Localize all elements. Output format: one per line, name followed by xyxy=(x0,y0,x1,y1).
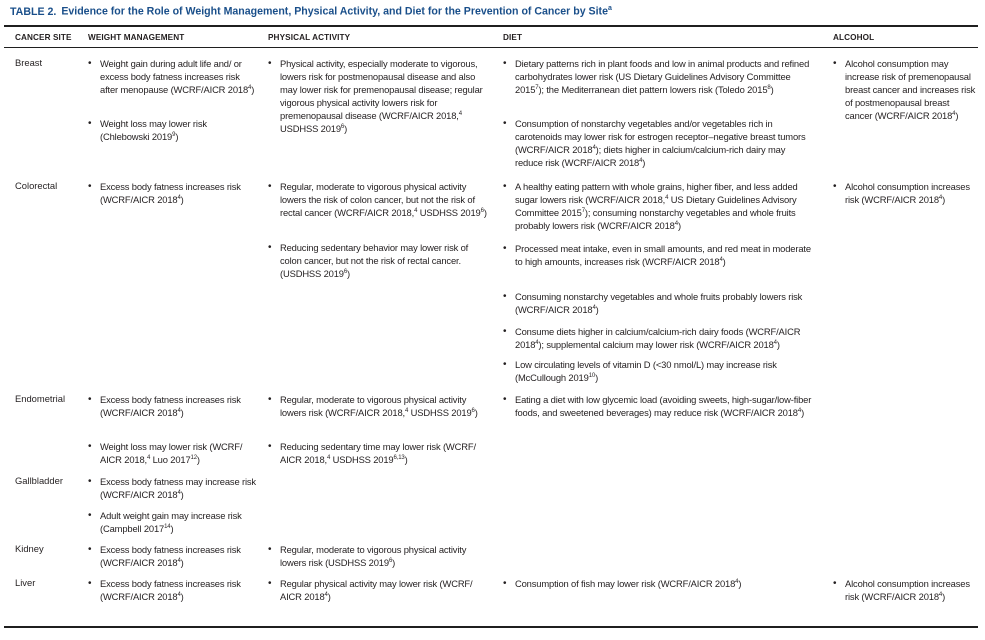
bullet-text: ); consuming nonstarchy vegetables and whole fruits probably lowers risk (WCRF/AICR 2018 xyxy=(515,207,796,232)
reference-superscript: 4 xyxy=(797,407,802,414)
weight-management-bullet xyxy=(88,440,258,466)
cancer-site-label: Liver xyxy=(15,577,36,588)
reference-superscript: 6 xyxy=(480,208,484,215)
reference-superscript: 4 xyxy=(414,208,418,215)
reference-superscript: 10 xyxy=(588,372,596,379)
bullet-text: ) xyxy=(595,304,599,316)
reference-superscript: 4 xyxy=(405,407,409,414)
bullet-text: ) xyxy=(770,84,774,96)
physical-activity-bullet xyxy=(268,577,488,603)
bullet-text: ) xyxy=(955,110,959,122)
reference-superscript: 4 xyxy=(177,557,181,564)
bullet-text: ); diets higher in calcium/calcium-rich dairy may reduce risk (WCRF/AICR 2018 xyxy=(515,144,786,169)
bullet-text: ) xyxy=(180,557,184,569)
weight-management-bullet xyxy=(88,509,258,535)
alcohol-bullet xyxy=(833,577,978,603)
bullet-text: USDHSS 2019 xyxy=(280,123,341,135)
bullet-text: ) xyxy=(404,454,408,466)
bullet-text: ) xyxy=(175,131,179,143)
weight-management-bullet xyxy=(88,543,258,569)
bullet-text: ) xyxy=(347,268,351,280)
bullet-text: Excess body fatness increases risk (WCRF/AICR 2018 xyxy=(100,578,241,603)
weight-management-bullet xyxy=(88,117,258,143)
reference-superscript: 4 xyxy=(665,194,669,201)
reference-superscript: 9 xyxy=(172,131,176,138)
reference-superscript: 6,13 xyxy=(393,454,405,461)
reference-superscript: 4 xyxy=(535,339,539,346)
top-rule xyxy=(4,25,978,27)
cancer-site-label: Gallbladder xyxy=(15,475,63,486)
reference-superscript: 4 xyxy=(592,145,596,152)
bullet-text: Weight loss may lower risk (Chlebowski 2019 xyxy=(100,118,207,143)
bullet-text: Excess body fatness increases risk (WCRF/AICR 2018 xyxy=(100,544,241,569)
bullet-text: Excess body fatness may increase risk (WCRF/AICR 2018 xyxy=(100,476,256,501)
diet-bullet xyxy=(503,117,815,169)
header-cancer-site: CANCER SITE xyxy=(15,33,72,42)
diet-bullet xyxy=(503,242,815,268)
bullet-text: Regular physical activity may lower risk (WCRF/ AICR 2018 xyxy=(280,578,473,603)
reference-superscript: 4 xyxy=(324,591,328,598)
diet-bullet xyxy=(503,577,815,590)
physical-activity-bullet xyxy=(268,543,488,569)
bullet-text: US Dietary Guidelines Advisory Committee 2015 xyxy=(515,194,797,219)
bullet-text: A healthy eating pattern with whole grains, higher fiber, and less added sugar lowers risk (WCRF/AICR 2018, xyxy=(515,181,798,206)
bullet-text: ) xyxy=(344,123,348,135)
weight-management-bullet xyxy=(88,57,258,96)
reference-superscript: 4 xyxy=(248,85,252,92)
cancer-site-label: Kidney xyxy=(15,543,44,554)
diet-bullet xyxy=(503,180,815,232)
bullet-text: ) xyxy=(677,220,681,232)
reference-superscript: 6 xyxy=(471,407,475,414)
bullet-text: ) xyxy=(642,157,646,169)
reference-superscript: 4 xyxy=(735,578,739,585)
header-physical-activity: PHYSICAL ACTIVITY xyxy=(268,33,351,42)
physical-activity-bullet xyxy=(268,393,488,419)
weight-management-bullet xyxy=(88,475,258,501)
bullet-text: ) xyxy=(776,339,780,351)
bullet-text: Alcohol consumption may increase risk of premenopausal breast cancer and increases risk of postmenopausal breast cancer (WCRF/AICR 2018 xyxy=(845,58,976,122)
physical-activity-bullet xyxy=(268,440,488,466)
bullet-text: ) xyxy=(722,256,726,268)
bullet-text: Eating a diet with low glycemic load (avoiding sweets, high-sugar/low-fiber foods, and sweetened beverages) may reduce risk (WCRF/AICR 2018 xyxy=(515,394,812,419)
reference-superscript: 4 xyxy=(639,158,643,165)
bullet-text: ) xyxy=(180,407,184,419)
bullet-text: ) xyxy=(483,207,487,219)
header-diet: DIET xyxy=(503,33,523,42)
bullet-text: Consumption of fish may lower risk (WCRF/AICR 2018 xyxy=(515,578,736,589)
bullet-text: ); the Mediterranean diet pattern lowers risk (Toledo 2015 xyxy=(538,84,768,96)
reference-superscript: 4 xyxy=(177,489,181,496)
diet-bullet xyxy=(503,393,815,419)
table-title-footnote: a xyxy=(607,5,612,12)
table-title: Evidence for the Role of Weight Management, Physical Activity, and Diet for the Prevention of Cancer by Site xyxy=(61,5,608,18)
reference-superscript: 4 xyxy=(773,339,777,346)
bullet-text: ); supplemental calcium may lower risk (WCRF/AICR 2018 xyxy=(538,339,774,351)
alcohol-bullet xyxy=(833,57,978,122)
diet-bullet xyxy=(503,325,815,351)
bullet-text: ) xyxy=(170,523,174,535)
bullet-text: Regular, moderate to vigorous physical activity lowers risk (WCRF/AICR 2018, xyxy=(280,394,467,419)
bullet-text: Low circulating levels of vitamin D (<30 nmol/L) may increase risk (McCullough 2019 xyxy=(515,359,777,384)
reference-superscript: 4 xyxy=(938,194,943,201)
bullet-text: Weight loss may lower risk (WCRF/ AICR 2018, xyxy=(100,441,243,466)
bullet-text: Alcohol consumption increases risk (WCRF/AICR 2018 xyxy=(845,578,970,603)
bullet-text: Regular, moderate to vigorous physical activity lowers the risk of colon cancer, but not the risk of rectal cancer (WCRF/AICR 2018, xyxy=(280,181,475,219)
reference-superscript: 8 xyxy=(767,85,771,92)
header-weight-management: WEIGHT MANAGEMENT xyxy=(88,33,185,42)
bullet-text: ) xyxy=(942,591,946,603)
bullet-text: Regular, moderate to vigorous physical activity lowers risk (USDHSS 2019 xyxy=(280,544,467,569)
bullet-text: USDHSS 2019 xyxy=(417,207,481,219)
reference-superscript: 4 xyxy=(177,591,181,598)
bullet-text: USDHSS 2019 xyxy=(408,407,472,419)
bullet-text: ) xyxy=(595,372,599,384)
cancer-site-label: Endometrial xyxy=(15,393,66,404)
bullet-text: Consume diets higher in calcium/calcium-rich dairy foods (WCRF/AICR 2018 xyxy=(515,326,801,351)
header-alcohol: ALCOHOL xyxy=(833,33,875,42)
bullet-text: Excess body fatness increases risk (WCRF/AICR 2018 xyxy=(100,394,241,419)
table-number: TABLE 2. xyxy=(10,5,57,18)
alcohol-bullet xyxy=(833,180,978,206)
table-caption xyxy=(10,5,612,18)
bullet-text: ) xyxy=(180,194,184,206)
cancer-site-label: Breast xyxy=(15,57,43,68)
diet-bullet xyxy=(503,290,815,316)
weight-management-bullet xyxy=(88,577,258,603)
bullet-text: ) xyxy=(801,407,805,419)
physical-activity-bullet xyxy=(268,241,488,280)
bullet-text: Reducing sedentary time may lower risk (WCRF/ AICR 2018, xyxy=(280,441,476,466)
bullet-text: ) xyxy=(738,578,742,589)
reference-superscript: 4 xyxy=(592,304,596,311)
reference-superscript: 6 xyxy=(388,557,393,564)
physical-activity-bullet xyxy=(268,180,488,219)
reference-superscript: 12 xyxy=(190,454,197,461)
reference-superscript: 6 xyxy=(340,124,345,131)
bullet-text: ) xyxy=(327,591,331,603)
bullet-text: ) xyxy=(942,194,946,206)
bullet-text: ) xyxy=(180,591,184,603)
reference-superscript: 4 xyxy=(146,454,151,461)
weight-management-bullet xyxy=(88,180,258,206)
reference-superscript: 6 xyxy=(343,269,348,276)
reference-superscript: 4 xyxy=(458,111,462,118)
reference-superscript: 4 xyxy=(938,591,943,598)
reference-superscript: 7 xyxy=(535,85,539,92)
bullet-text: Processed meat intake, even in small amounts, and red meat in moderate to high amounts, increases risk (WCRF/AICR 2018 xyxy=(515,243,811,268)
bullet-text: Dietary patterns rich in plant foods and low in animal products and refined carbohydrates lower risk (US Dietary Guidelines Advisory Committee 2015 xyxy=(515,58,810,96)
bullet-text: Weight gain during adult life and/ or excess body fatness increases risk after menopause (WCRF/AICR 2018 xyxy=(100,58,249,96)
bullet-text: Consumption of nonstarchy vegetables and/or vegetables rich in carotenoids may lower risk for estrogen receptor–negative breast tumors (WCRF/AICR 2018 xyxy=(515,118,806,156)
bullet-text: Adult weight gain may increase risk (Campbell 2017 xyxy=(100,510,242,535)
reference-superscript: 14 xyxy=(164,523,171,530)
bullet-text: ) xyxy=(196,454,200,466)
bullet-text: Physical activity, especially moderate to vigorous, lowers risk for postmenopausal disease and also may lower risk for premenopausal disease; regular vigorous physical activity lowers risk for premenopausal disease (WCRF/AICR 2018, xyxy=(280,58,483,122)
bullet-text: Reducing sedentary behavior may lower risk of colon cancer, but not the risk of rectal cancer. (USDHSS 2019 xyxy=(280,242,469,280)
weight-management-bullet xyxy=(88,393,258,419)
cancer-site-label: Colorectal xyxy=(15,180,58,191)
reference-superscript: 4 xyxy=(719,256,723,263)
bullet-text: Luo 2017 xyxy=(150,454,191,466)
reference-superscript: 7 xyxy=(581,208,585,215)
reference-superscript: 4 xyxy=(326,454,331,461)
bullet-text: ) xyxy=(474,407,478,419)
reference-superscript: 4 xyxy=(177,407,181,414)
reference-superscript: 4 xyxy=(952,111,956,118)
bullet-text: Consuming nonstarchy vegetables and whole fruits probably lowers risk (WCRF/AICR 2018 xyxy=(515,291,803,316)
bullet-text: ) xyxy=(251,84,255,96)
bullet-text: ) xyxy=(180,489,184,501)
reference-superscript: 4 xyxy=(674,221,678,228)
bullet-text: Alcohol consumption increases risk (WCRF/AICR 2018 xyxy=(845,181,970,206)
bullet-text: Excess body fatness increases risk (WCRF/AICR 2018 xyxy=(100,181,241,206)
bullet-text: USDHSS 2019 xyxy=(330,454,394,466)
diet-bullet xyxy=(503,358,815,384)
reference-superscript: 4 xyxy=(177,194,181,201)
bullet-text: ) xyxy=(392,557,396,569)
header-rule xyxy=(4,47,978,48)
bottom-rule xyxy=(4,626,978,628)
diet-bullet xyxy=(503,57,815,96)
physical-activity-bullet xyxy=(268,57,488,136)
